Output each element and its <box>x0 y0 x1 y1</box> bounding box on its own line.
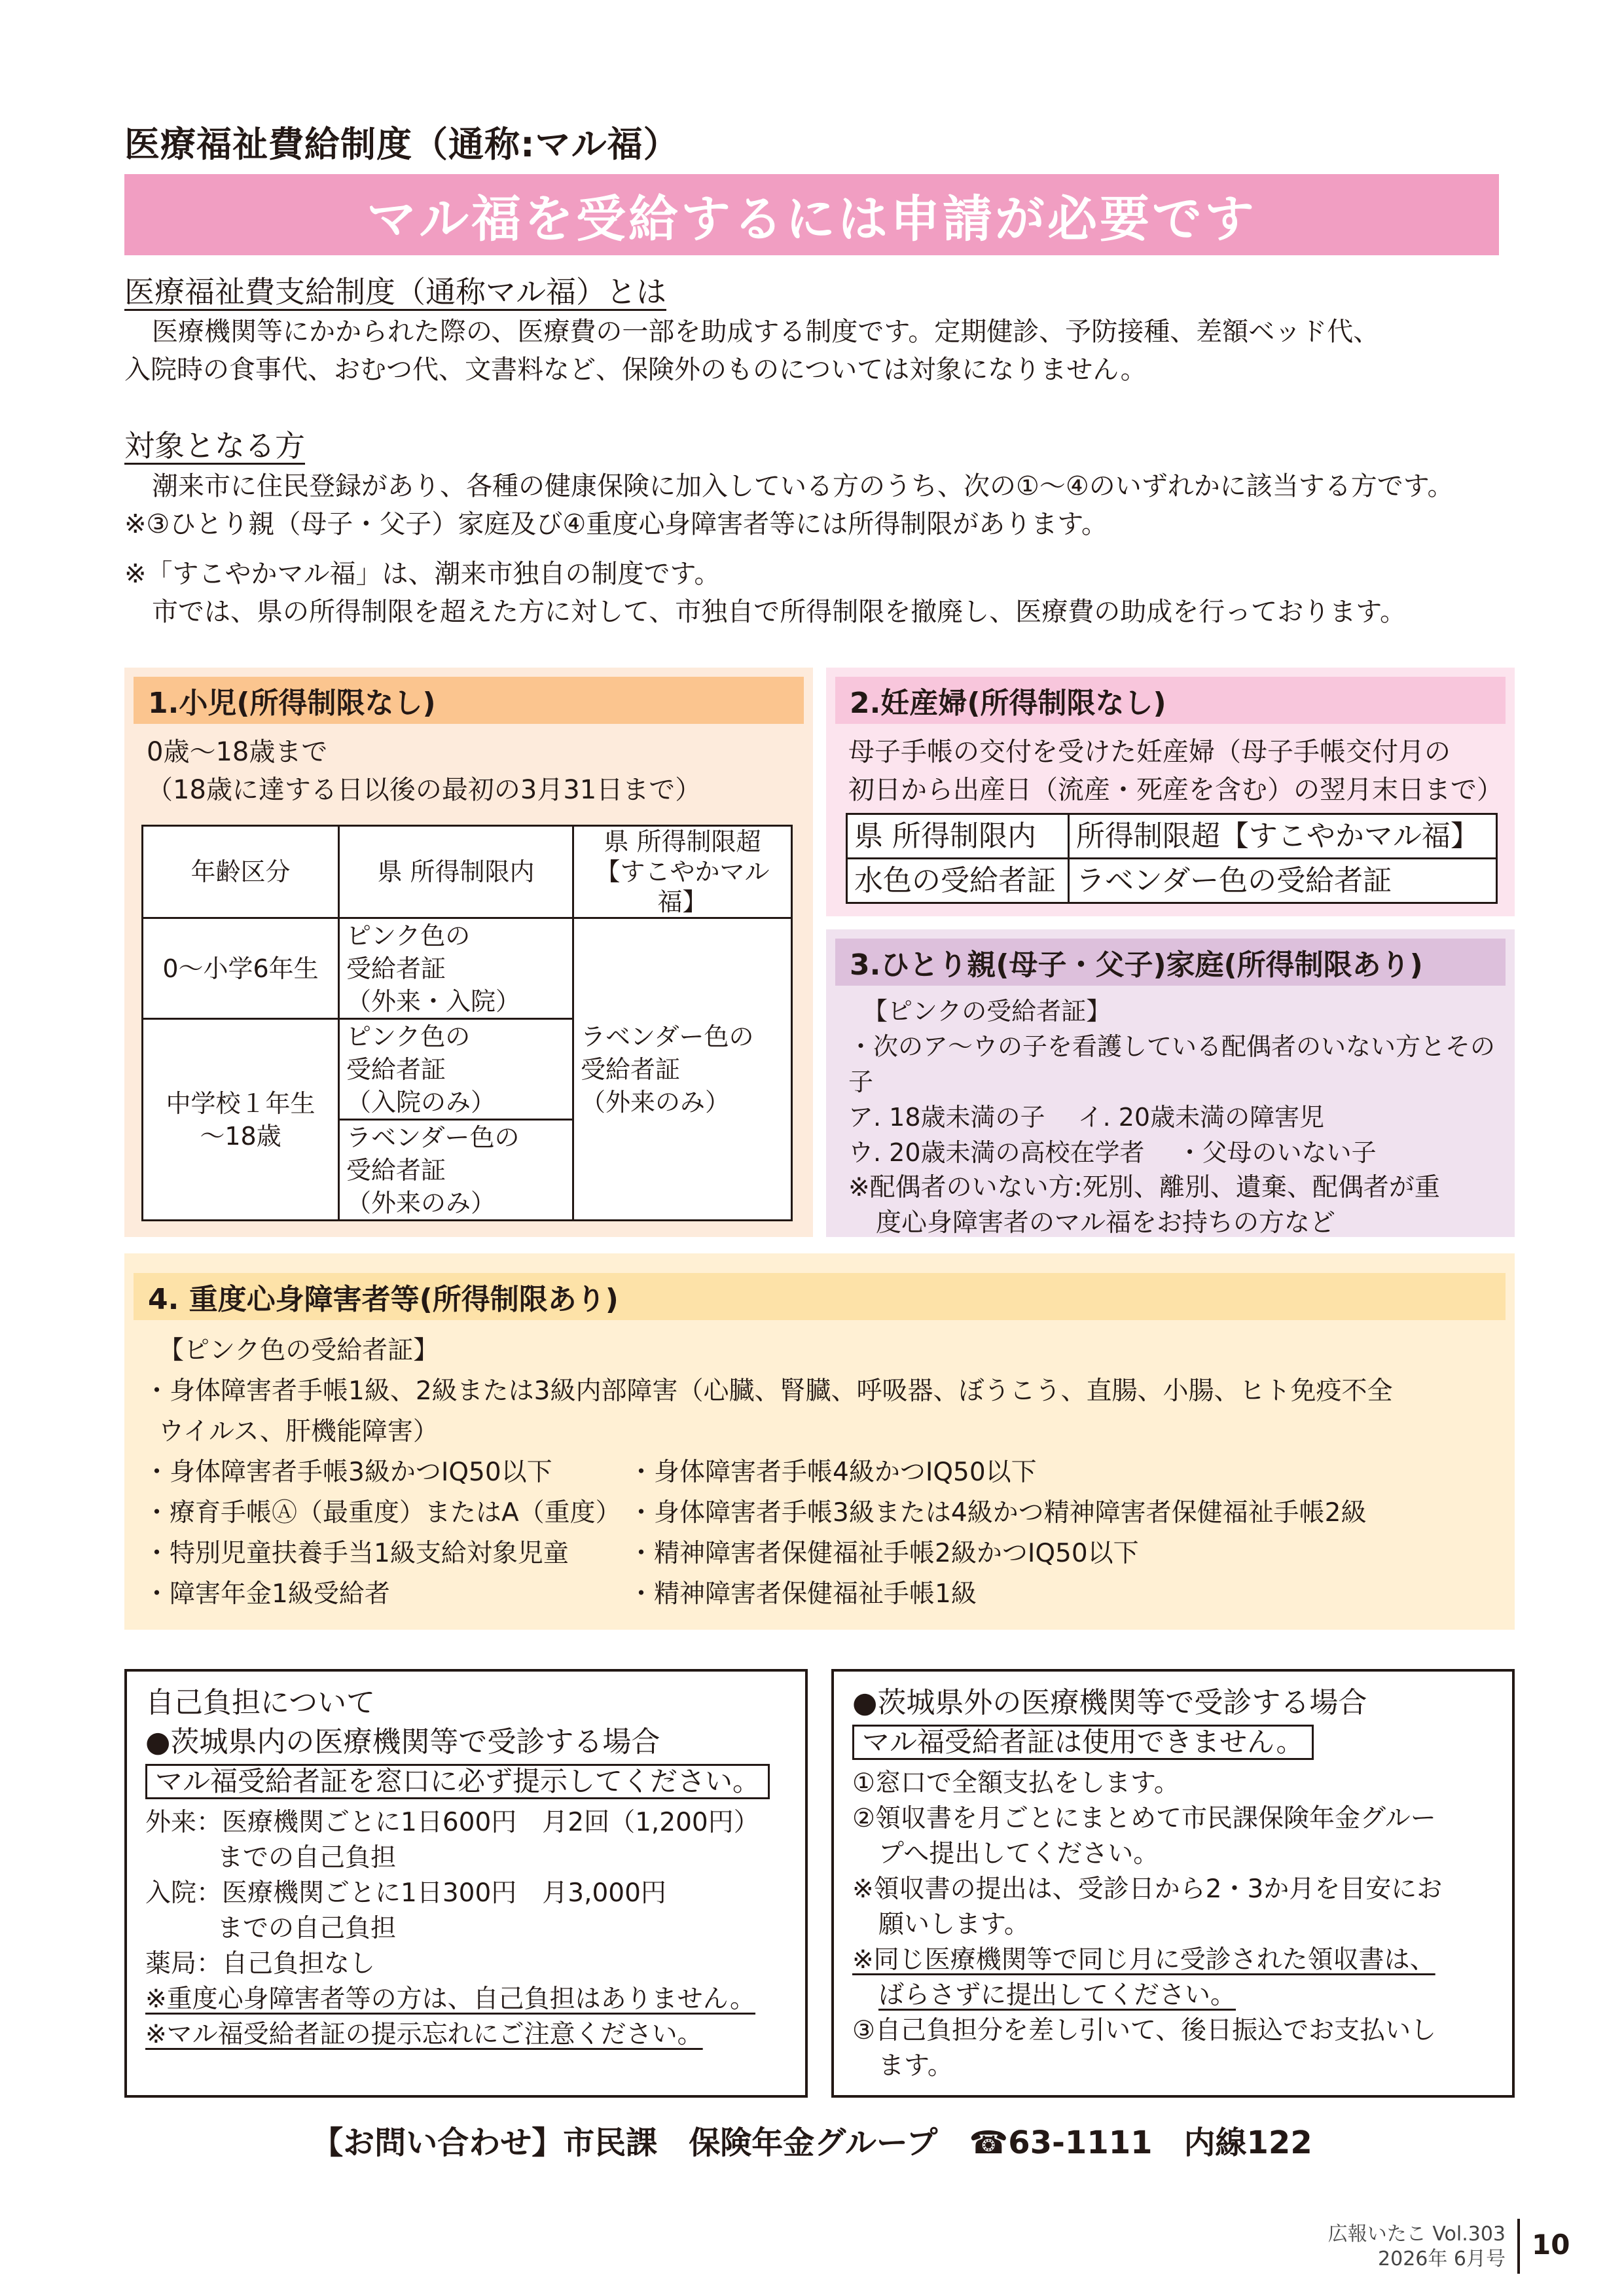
box-disability <box>124 1253 1515 1630</box>
cell-line: 受給者証 <box>346 1054 446 1084</box>
row-junior-within-inpatient <box>339 1019 573 1120</box>
header-over-line-2: 【すこやかマル福】 <box>595 857 770 916</box>
cell-line: ラベンダー色の <box>581 1022 754 1051</box>
pregnant-cell-over: ラベンダー色の受給者証 <box>1068 859 1496 903</box>
child-table <box>141 825 793 1221</box>
child-table-header-age: 年齢区分 <box>143 826 339 918</box>
outside-line: ③自己負担分を差し引いて、後日振込でお支払いし <box>852 2016 1437 2045</box>
disability-item: ・療育手帳Ⓐ（最重度）またはA（重度） <box>144 1498 621 1528</box>
self-pay-title: 自己負担について <box>145 1686 376 1719</box>
self-pay-line: までの自己負担 <box>217 1914 397 1943</box>
page-divider <box>1517 2219 1520 2274</box>
cell-line: ピンク色の <box>346 1022 471 1051</box>
self-pay-line: までの自己負担 <box>217 1843 397 1873</box>
banner-text: マル福を受給するには申請が必要です <box>367 189 1257 248</box>
row-age-elementary: 0～小学6年生 <box>143 918 339 1019</box>
child-table-header-over <box>573 826 792 918</box>
self-pay-line: 入院：医療機関ごとに1日300円 月3,000円 <box>145 1878 666 1908</box>
disability-item: ・特別児童扶養手当1級支給対象児童 <box>144 1539 569 1568</box>
outside-body <box>852 1683 1507 2084</box>
disability-item: ・精神障害者保健福祉手帳1級 <box>628 1579 977 1609</box>
target-line-1: 潮来市に住民登録があり、各種の健康保険に加入している方のうち、次の①～④のいずれかに該当する方です。 <box>152 471 1454 501</box>
magazine-volume: 広報いたこ Vol.303 <box>1327 2223 1506 2246</box>
about-text <box>124 313 1512 389</box>
single-parent-line: 度心身障害者のマル福をお持ちの方など <box>876 1208 1336 1238</box>
self-pay-body <box>145 1683 800 2053</box>
cell-line: ～18歳 <box>200 1121 281 1151</box>
cell-line: （外来のみ） <box>346 1188 496 1217</box>
disability-item: ・障害年金1級受給者 <box>144 1579 390 1609</box>
row-junior-within-outpatient <box>339 1120 573 1221</box>
target-line-2: ※③ひとり親（母子・父子）家庭及び④重度心身障害者等には所得制限があります。 <box>124 509 1108 539</box>
outside-details <box>852 1766 1507 2084</box>
about-line-1: 医療機関等にかかられた際の、医療費の一部を助成する制度です。定期健診、予防接種、差額ベッド代、 <box>152 317 1380 347</box>
self-pay-note: ※マル福受給者証の提示忘れにご注意ください。 <box>145 2020 703 2049</box>
outside-line: ①窓口で全額支払をします。 <box>852 1768 1180 1798</box>
single-parent-line: 【ピンクの受給者証】 <box>863 997 1111 1026</box>
contact-footer: 【お問い合わせ】市民課 保険年金グループ ☎63-1111 内線122 <box>312 2125 1312 2161</box>
pregnant-table <box>846 813 1498 904</box>
disability-item: ・精神障害者保健福祉手帳2級かつIQ50以下 <box>628 1539 1139 1568</box>
box-single-parent-title: 3.ひとり親(母子・父子)家庭(所得制限あり) <box>835 939 1506 986</box>
row-age-junior <box>143 1019 339 1221</box>
cell-line: 受給者証 <box>346 1155 446 1185</box>
box-child-age <box>147 733 701 809</box>
pregnant-header-over: 所得制限超【すこやかマル福】 <box>1068 814 1496 859</box>
cell-line: （入院のみ） <box>346 1087 496 1117</box>
about-heading: 医療福祉費支給制度（通称マル福）とは <box>124 274 666 310</box>
outside-line: ②領収書を月ごとにまとめて市民課保険年金グルー <box>852 1804 1436 1833</box>
box-disability-title: 4. 重度心身障害者等(所得制限あり) <box>134 1273 1506 1320</box>
page-number: 10 <box>1532 2229 1570 2261</box>
disability-grid <box>144 1452 1506 1615</box>
child-table-header-within: 県 所得制限内 <box>339 826 573 918</box>
cell-line: 中学校１年生 <box>166 1088 316 1118</box>
outside-note: ばらさずに提出してください。 <box>878 1981 1236 2010</box>
disability-line: ・身体障害者手帳1級、2級または3級内部障害（心臓、腎臓、呼吸器、ぼうこう、直腸、小腸、ヒト免疫不全 <box>144 1376 1393 1406</box>
box-pregnant-title: 2.妊産婦(所得制限なし) <box>835 677 1506 724</box>
box-child <box>124 668 813 1237</box>
pregnant-header-within: 県 所得制限内 <box>847 814 1069 859</box>
single-parent-line: ウ. 20歳未満の高校在学者 ・父母のいない子 <box>848 1138 1377 1167</box>
magazine-date: 2026年 6月号 <box>1378 2248 1506 2270</box>
single-parent-line: ア. 18歳未満の子 イ. 20歳未満の障害児 <box>848 1103 1325 1132</box>
cell-line: ピンク色の <box>346 921 471 950</box>
cell-line: （外来のみ） <box>581 1087 731 1117</box>
box-disability-body <box>144 1331 1506 1615</box>
section-title: 医療福祉費給制度（通称:マル福） <box>124 124 679 165</box>
box-child-line-2: （18歳に達する日以後の最初の3月31日まで） <box>147 775 702 805</box>
pregnant-cell-within: 水色の受給者証 <box>847 859 1069 903</box>
cell-line: 受給者証 <box>346 954 446 983</box>
box-pregnant-line-2: 初日から出産日（流産・死産を含む）の翌月末日まで） <box>848 775 1503 805</box>
outside-title: ●茨城県外の医療機関等で受診する場合 <box>852 1686 1367 1719</box>
self-pay-line: 外来：医療機関ごとに1日600円 月2回（1,200円） <box>145 1808 759 1837</box>
target-line-3: ※「すこやかマル福」は、潮来市独自の制度です。 <box>124 559 721 589</box>
magazine-info <box>1244 2222 1506 2272</box>
self-pay-note: ※重度心身障害者等の方は、自己負担はありません。 <box>145 1984 756 2014</box>
disability-line: ウイルス、肝機能障害） <box>158 1417 439 1446</box>
target-heading: 対象となる方 <box>124 428 305 463</box>
outside-line: ※領収書の提出は、受診日から2・3か月を目安にお <box>852 1874 1443 1904</box>
cell-line: （外来・入院） <box>346 986 521 1016</box>
box-child-title: 1.小児(所得制限なし) <box>134 677 804 724</box>
outside-line: ます。 <box>878 2051 953 2081</box>
row-elementary-within <box>339 918 573 1019</box>
outside-frame <box>831 1669 1515 2098</box>
single-parent-line: ・次のア～ウの子を看護している配偶者のいない方とその子 <box>848 1032 1496 1096</box>
self-pay-line: 薬局：自己負担なし <box>145 1949 376 1979</box>
box-pregnant-desc <box>848 733 1509 809</box>
outside-line: 願いします。 <box>878 1910 1030 1939</box>
self-pay-subtitle: ●茨城県内の医療機関等で受診する場合 <box>145 1725 660 1759</box>
single-parent-line: ※配偶者のいない方:死別、離別、遺棄、配偶者が重 <box>848 1173 1440 1202</box>
disability-line: 【ピンク色の受給者証】 <box>158 1336 439 1365</box>
outside-note: ※同じ医療機関等で同じ月に受診された領収書は、 <box>852 1945 1435 1975</box>
cell-line: ラベンダー色の <box>346 1122 520 1152</box>
outside-notice: マル福受給者証は使用できません。 <box>852 1725 1314 1760</box>
self-pay-details <box>145 1805 800 2053</box>
self-pay-frame <box>124 1669 808 2098</box>
headline-banner <box>124 174 1499 255</box>
box-child-line-1: 0歳～18歳まで <box>147 737 328 767</box>
disability-item: ・身体障害者手帳3級または4級かつ精神障害者保健福祉手帳2級 <box>628 1498 1367 1528</box>
box-pregnant-line-1: 母子手帳の交付を受けた妊産婦（母子手帳交付月の <box>848 737 1451 767</box>
box-pregnant <box>826 668 1515 916</box>
target-line-4: 市では、県の所得制限を超えた方に対して、市独自で所得制限を撤廃し、医療費の助成を行っております。 <box>152 597 1406 627</box>
target-text <box>124 467 1525 631</box>
outside-line: プへ提出してください。 <box>878 1839 1159 1869</box>
cell-line: 受給者証 <box>581 1054 681 1084</box>
header-over-line-1: 県 所得制限超 <box>604 827 761 856</box>
self-pay-notice: マル福受給者証を窓口に必ず提示してください。 <box>145 1764 770 1799</box>
disability-item: ・身体障害者手帳4級かつIQ50以下 <box>628 1458 1037 1487</box>
box-single-parent-body <box>848 994 1509 1241</box>
about-line-2: 入院時の食事代、おむつ代、文書料など、保険外のものについては対象になりません。 <box>124 355 1147 385</box>
box-single-parent <box>826 929 1515 1237</box>
cell-over-all <box>573 918 792 1221</box>
disability-item: ・身体障害者手帳3級かつIQ50以下 <box>144 1458 552 1487</box>
